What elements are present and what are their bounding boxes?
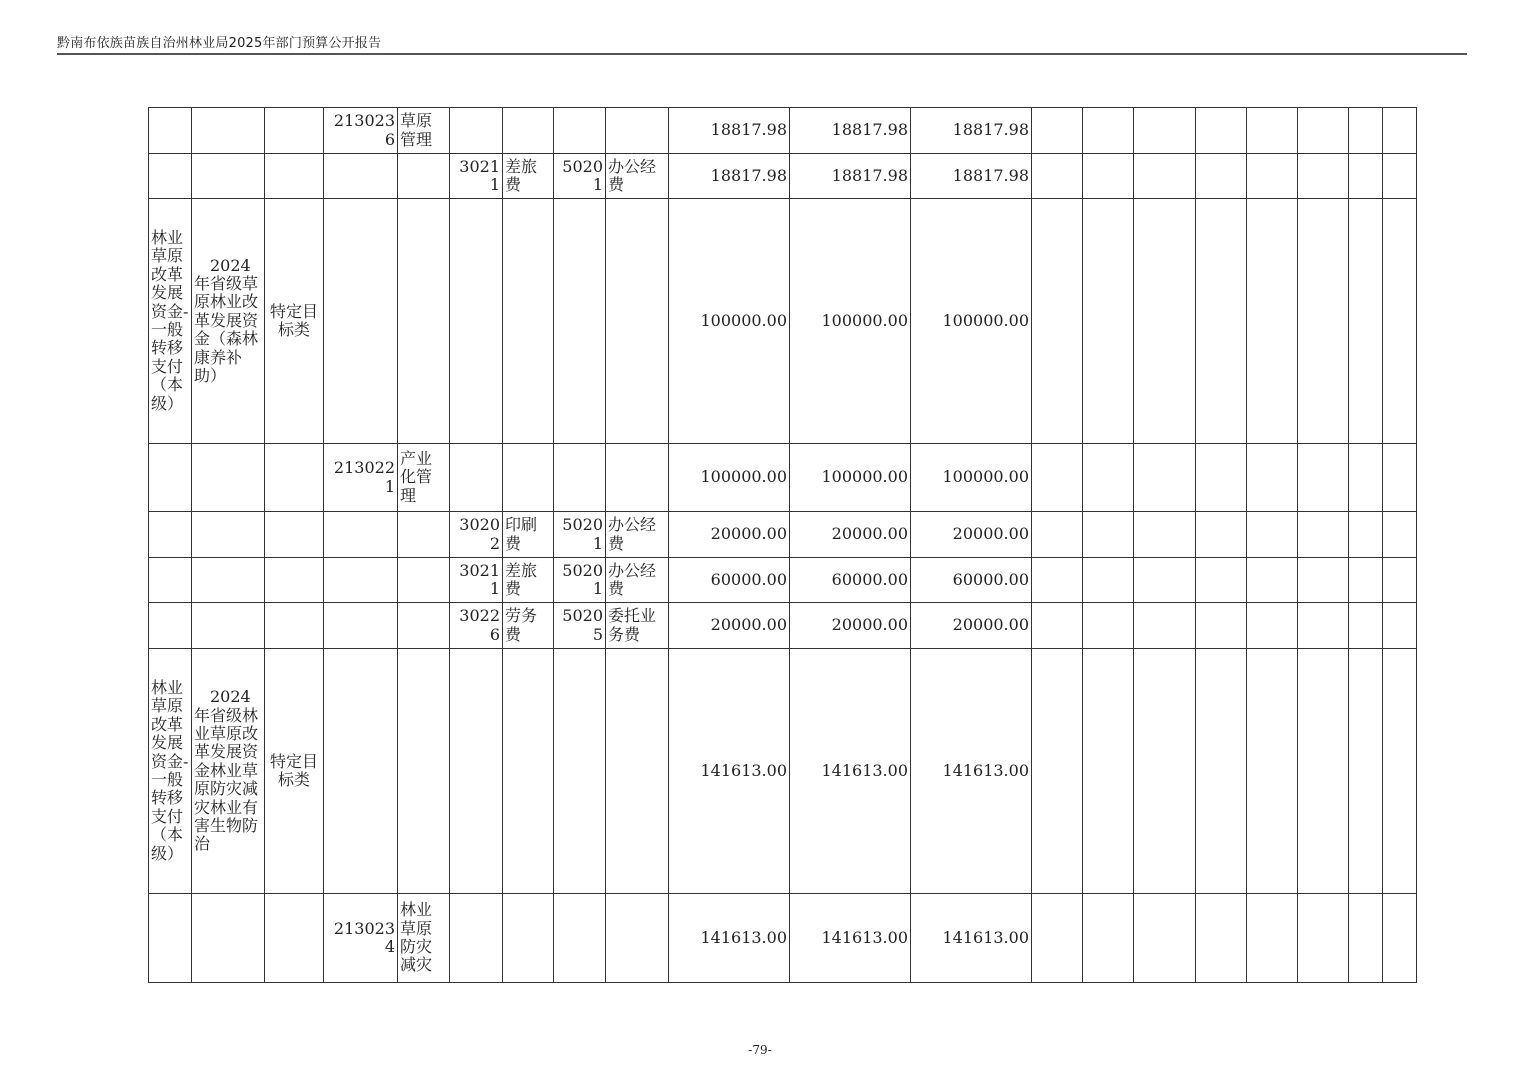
econ-name-cell: 差旅费 — [503, 558, 554, 603]
empty-cell — [1383, 894, 1417, 983]
empty-cell — [1083, 444, 1134, 512]
empty-cell — [1032, 199, 1083, 444]
project-category-cell — [149, 512, 192, 558]
empty-cell — [1349, 108, 1383, 154]
project-name-cell: 2024年省级林业草原改革发展资金林业草原防灾减灾林业有害生物防治 — [192, 649, 265, 894]
function-name-cell — [398, 154, 450, 199]
gov-econ-code-cell — [554, 649, 606, 894]
empty-cell — [1134, 558, 1196, 603]
function-name-cell — [398, 558, 450, 603]
project-type-cell — [265, 108, 324, 154]
report-header-title: 黔南布依族苗族自治州林业局2025年部门预算公开报告 — [57, 36, 382, 51]
empty-cell — [1247, 649, 1298, 894]
project-category-cell: 林业草原改革发展资金-一般转移支付（本级） — [149, 649, 192, 894]
econ-name-cell — [503, 444, 554, 512]
empty-cell — [1196, 649, 1247, 894]
empty-cell — [1196, 199, 1247, 444]
project-type-cell: 特定目标类 — [265, 199, 324, 444]
function-code-cell: 2130236 — [324, 108, 398, 154]
total-amount-cell: 100000.00 — [669, 444, 790, 512]
econ-name-cell: 劳务费 — [503, 603, 554, 649]
econ-code-cell: 30202 — [450, 512, 503, 558]
empty-cell — [1196, 444, 1247, 512]
empty-cell — [1298, 154, 1349, 199]
subtotal-amount-cell: 20000.00 — [790, 512, 911, 558]
table-row — [149, 444, 1417, 512]
total-amount-cell: 20000.00 — [669, 603, 790, 649]
table-row — [149, 558, 1417, 603]
subtotal-amount-cell: 141613.00 — [790, 649, 911, 894]
function-code-cell: 2130234 — [324, 894, 398, 983]
table-row — [149, 894, 1417, 983]
header-divider — [57, 53, 1467, 55]
empty-cell — [1083, 603, 1134, 649]
table-row — [149, 649, 1417, 894]
project-name-cell — [192, 603, 265, 649]
subtotal-amount-cell: 100000.00 — [790, 199, 911, 444]
empty-cell — [1383, 199, 1417, 444]
empty-cell — [1298, 199, 1349, 444]
general-budget-amount-cell: 100000.00 — [911, 444, 1032, 512]
econ-name-cell — [503, 108, 554, 154]
general-budget-amount-cell: 18817.98 — [911, 108, 1032, 154]
project-type-cell — [265, 558, 324, 603]
project-name-cell: 2024年省级草原林业改革发展资金（森林康养补助） — [192, 199, 265, 444]
function-code-cell — [324, 558, 398, 603]
general-budget-amount-cell: 18817.98 — [911, 154, 1032, 199]
empty-cell — [1383, 444, 1417, 512]
table-row — [149, 603, 1417, 649]
project-type-cell — [265, 512, 324, 558]
gov-econ-code-cell — [554, 108, 606, 154]
gov-econ-name-cell — [606, 199, 669, 444]
empty-cell — [1032, 154, 1083, 199]
function-name-cell: 林业草原防灾减灾 — [398, 894, 450, 983]
empty-cell — [1083, 108, 1134, 154]
empty-cell — [1083, 558, 1134, 603]
econ-code-cell — [450, 894, 503, 983]
table-row — [149, 154, 1417, 199]
econ-name-cell — [503, 199, 554, 444]
empty-cell — [1083, 512, 1134, 558]
gov-econ-name-cell — [606, 649, 669, 894]
empty-cell — [1032, 894, 1083, 983]
empty-cell — [1196, 894, 1247, 983]
gov-econ-name-cell — [606, 894, 669, 983]
empty-cell — [1349, 603, 1383, 649]
project-type-cell: 特定目标类 — [265, 649, 324, 894]
project-name-cell — [192, 558, 265, 603]
empty-cell — [1383, 649, 1417, 894]
empty-cell — [1298, 894, 1349, 983]
empty-cell — [1383, 512, 1417, 558]
empty-cell — [1298, 649, 1349, 894]
gov-econ-name-cell: 办公经费 — [606, 558, 669, 603]
function-name-cell: 草原管理 — [398, 108, 450, 154]
empty-cell — [1247, 199, 1298, 444]
empty-cell — [1298, 512, 1349, 558]
econ-name-cell: 差旅费 — [503, 154, 554, 199]
empty-cell — [1298, 603, 1349, 649]
subtotal-amount-cell: 18817.98 — [790, 108, 911, 154]
empty-cell — [1196, 558, 1247, 603]
function-name-cell — [398, 199, 450, 444]
subtotal-amount-cell: 141613.00 — [790, 894, 911, 983]
general-budget-amount-cell: 141613.00 — [911, 894, 1032, 983]
total-amount-cell: 141613.00 — [669, 894, 790, 983]
project-category-cell: 林业草原改革发展资金-一般转移支付（本级） — [149, 199, 192, 444]
empty-cell — [1032, 558, 1083, 603]
empty-cell — [1298, 558, 1349, 603]
project-category-cell — [149, 894, 192, 983]
total-amount-cell: 18817.98 — [669, 154, 790, 199]
project-type-cell — [265, 894, 324, 983]
empty-cell — [1349, 199, 1383, 444]
empty-cell — [1032, 512, 1083, 558]
project-type-cell — [265, 603, 324, 649]
empty-cell — [1083, 154, 1134, 199]
gov-econ-code-cell: 50201 — [554, 512, 606, 558]
empty-cell — [1134, 444, 1196, 512]
empty-cell — [1032, 649, 1083, 894]
function-code-cell — [324, 199, 398, 444]
general-budget-amount-cell: 20000.00 — [911, 512, 1032, 558]
project-name-cell — [192, 512, 265, 558]
project-name-cell — [192, 444, 265, 512]
econ-code-cell — [450, 199, 503, 444]
total-amount-cell: 141613.00 — [669, 649, 790, 894]
gov-econ-name-cell — [606, 444, 669, 512]
project-category-cell — [149, 444, 192, 512]
empty-cell — [1247, 444, 1298, 512]
function-name-cell — [398, 512, 450, 558]
project-category-cell — [149, 558, 192, 603]
empty-cell — [1247, 603, 1298, 649]
gov-econ-code-cell: 50201 — [554, 154, 606, 199]
function-code-cell — [324, 649, 398, 894]
project-category-cell — [149, 154, 192, 199]
empty-cell — [1196, 603, 1247, 649]
empty-cell — [1247, 512, 1298, 558]
table-row — [149, 512, 1417, 558]
gov-econ-name-cell: 委托业务费 — [606, 603, 669, 649]
empty-cell — [1196, 154, 1247, 199]
empty-cell — [1349, 444, 1383, 512]
empty-cell — [1349, 154, 1383, 199]
function-code-cell — [324, 154, 398, 199]
subtotal-amount-cell: 20000.00 — [790, 603, 911, 649]
empty-cell — [1196, 108, 1247, 154]
gov-econ-name-cell: 办公经费 — [606, 512, 669, 558]
econ-code-cell — [450, 649, 503, 894]
project-name-cell — [192, 154, 265, 199]
econ-name-cell — [503, 894, 554, 983]
function-name-cell — [398, 649, 450, 894]
empty-cell — [1134, 603, 1196, 649]
project-name-cell — [192, 894, 265, 983]
table-row — [149, 199, 1417, 444]
empty-cell — [1349, 894, 1383, 983]
gov-econ-code-cell: 50201 — [554, 558, 606, 603]
gov-econ-code-cell — [554, 894, 606, 983]
general-budget-amount-cell: 60000.00 — [911, 558, 1032, 603]
gov-econ-name-cell — [606, 108, 669, 154]
project-category-cell — [149, 108, 192, 154]
empty-cell — [1349, 558, 1383, 603]
project-type-cell — [265, 154, 324, 199]
general-budget-amount-cell: 100000.00 — [911, 199, 1032, 444]
budget-table — [148, 107, 1417, 983]
subtotal-amount-cell: 18817.98 — [790, 154, 911, 199]
empty-cell — [1134, 199, 1196, 444]
empty-cell — [1349, 649, 1383, 894]
empty-cell — [1383, 154, 1417, 199]
empty-cell — [1083, 649, 1134, 894]
empty-cell — [1083, 199, 1134, 444]
total-amount-cell: 100000.00 — [669, 199, 790, 444]
function-name-cell — [398, 603, 450, 649]
empty-cell — [1134, 154, 1196, 199]
function-name-cell: 产业化管理 — [398, 444, 450, 512]
function-code-cell: 2130221 — [324, 444, 398, 512]
empty-cell — [1247, 894, 1298, 983]
table-row — [149, 108, 1417, 154]
empty-cell — [1247, 154, 1298, 199]
gov-econ-code-cell: 50205 — [554, 603, 606, 649]
econ-code-cell — [450, 108, 503, 154]
empty-cell — [1298, 108, 1349, 154]
page-number: -79- — [748, 1043, 772, 1057]
empty-cell — [1134, 649, 1196, 894]
total-amount-cell: 18817.98 — [669, 108, 790, 154]
empty-cell — [1247, 108, 1298, 154]
econ-name-cell: 印刷费 — [503, 512, 554, 558]
total-amount-cell: 20000.00 — [669, 512, 790, 558]
empty-cell — [1349, 512, 1383, 558]
general-budget-amount-cell: 20000.00 — [911, 603, 1032, 649]
empty-cell — [1083, 894, 1134, 983]
gov-econ-code-cell — [554, 199, 606, 444]
empty-cell — [1383, 108, 1417, 154]
project-category-cell — [149, 603, 192, 649]
function-code-cell — [324, 603, 398, 649]
project-name-cell — [192, 108, 265, 154]
subtotal-amount-cell: 100000.00 — [790, 444, 911, 512]
econ-code-cell: 30211 — [450, 558, 503, 603]
project-type-cell — [265, 444, 324, 512]
total-amount-cell: 60000.00 — [669, 558, 790, 603]
empty-cell — [1134, 894, 1196, 983]
econ-code-cell: 30211 — [450, 154, 503, 199]
general-budget-amount-cell: 141613.00 — [911, 649, 1032, 894]
econ-name-cell — [503, 649, 554, 894]
empty-cell — [1383, 603, 1417, 649]
empty-cell — [1032, 603, 1083, 649]
empty-cell — [1247, 558, 1298, 603]
gov-econ-name-cell: 办公经费 — [606, 154, 669, 199]
empty-cell — [1134, 108, 1196, 154]
empty-cell — [1383, 558, 1417, 603]
empty-cell — [1196, 512, 1247, 558]
empty-cell — [1298, 444, 1349, 512]
empty-cell — [1032, 108, 1083, 154]
subtotal-amount-cell: 60000.00 — [790, 558, 911, 603]
function-code-cell — [324, 512, 398, 558]
empty-cell — [1134, 512, 1196, 558]
empty-cell — [1032, 444, 1083, 512]
econ-code-cell: 30226 — [450, 603, 503, 649]
econ-code-cell — [450, 444, 503, 512]
gov-econ-code-cell — [554, 444, 606, 512]
